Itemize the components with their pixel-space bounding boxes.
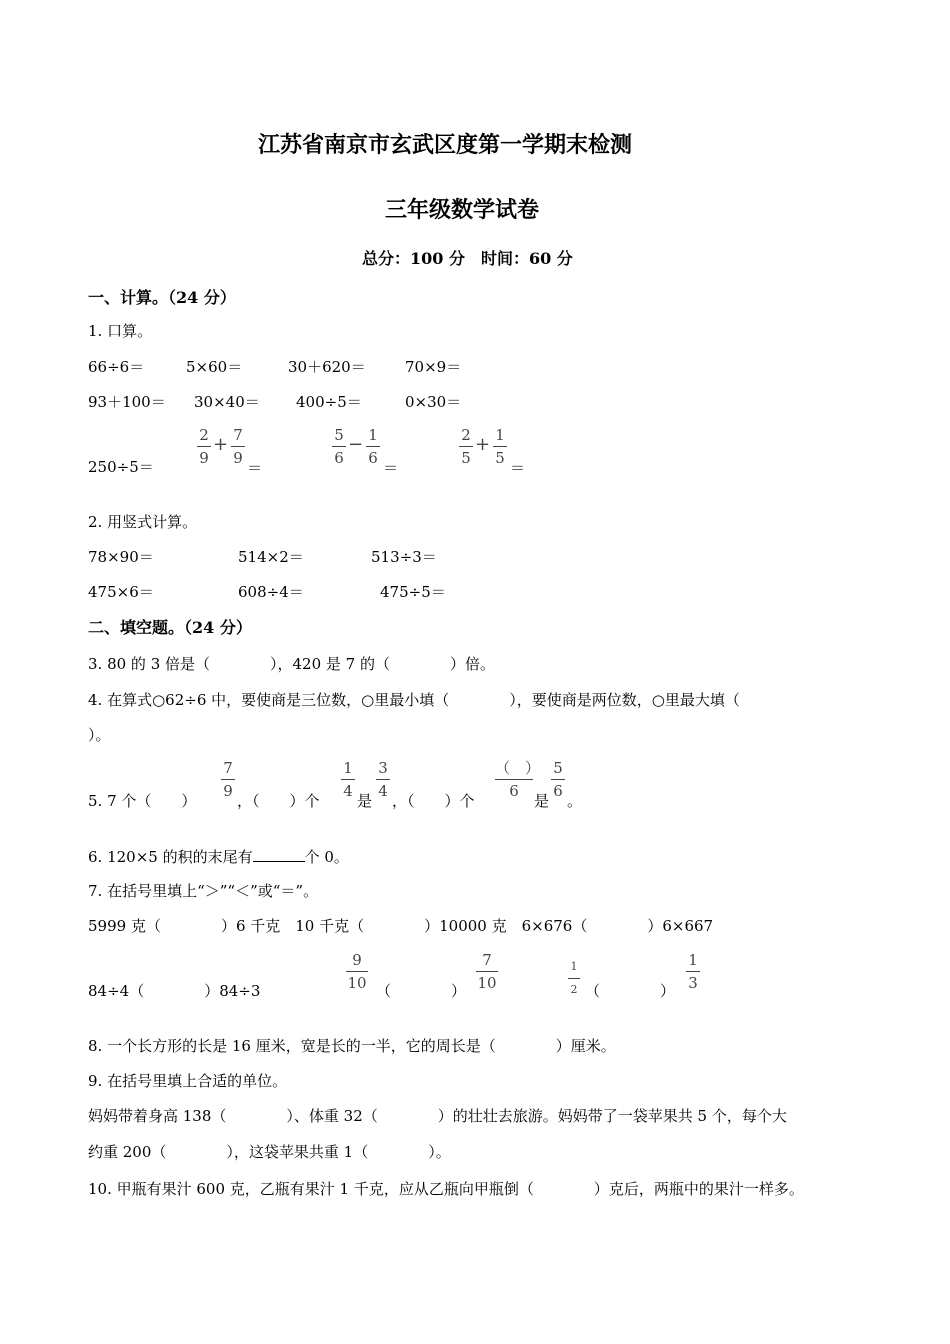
question-9-line1: 妈妈带着身高 138（ ）、体重 32（ ）的壮壮去旅游。妈妈带了一袋苹果共 5 个，每个大 [88,1107,787,1125]
question-1-label: 1. 口算。 [88,322,153,340]
fraction: 3 4 [376,758,390,801]
question-6: 6. 120×5 的积的末尾有 个 0。 [88,848,349,866]
comparison-blank: （ ） [585,982,676,1000]
question-7-row1: 5999 克（ ）6 千克 10 千克（ ）10000 克 6×676（ ）6×667 [88,917,714,935]
vertical-calc-item: 475÷5＝ [380,583,446,601]
oral-calc-item: 5×60＝ [186,358,243,376]
fraction: 7 10 [477,951,497,992]
fraction: 5 6 [332,425,346,468]
oral-calc-item: 400÷5＝ [296,393,362,411]
fraction: 1 6 [366,425,380,468]
equals-sign: ＝ [383,459,399,477]
fraction: 2 9 [197,425,211,468]
question-2-label: 2. 用竖式计算。 [88,513,198,531]
fraction: 1 3 [686,950,700,993]
question-7-label: 7. 在括号里填上“＞”“＜”或“＝”。 [88,882,319,900]
fraction: 1 2 [568,957,580,1000]
fraction: 1 5 [493,425,507,468]
fraction: 1 4 [341,758,355,801]
oral-calc-item: 30＋620＝ [288,358,366,376]
question-5-part: ，（ ）个 [237,792,320,810]
fraction: 7 9 [231,425,245,468]
fraction-operator: + [213,434,229,455]
question-4-line2: ）。 [88,726,111,744]
fraction: （ ） 6 [495,759,541,800]
oral-calc-item: 30×40＝ [194,393,260,411]
fraction: 7 9 [221,758,235,801]
question-5-part: ，（ ）个 [392,792,475,810]
page-title: 江苏省南京市玄武区度第一学期末检测 [258,132,633,158]
fraction-operator: − [348,434,364,455]
exam-meta: 总分：100 分 时间：60 分 [362,249,573,268]
oral-calc-item: 250÷5＝ [88,458,154,476]
oral-calc-item: 93＋100＝ [88,393,166,411]
fraction: 2 5 [459,425,473,468]
fraction: 9 10 [347,951,367,992]
question-5-part: 是 [534,792,550,810]
question-5-part: 。 [567,792,583,810]
question-5-part: 是 [357,792,373,810]
question-4-line1: 4. 在算式○62÷6 中，要使商是三位数，○里最小填（ ），要使商是两位数，○里最大填（ [88,691,740,709]
question-8: 8. 一个长方形的长是 16 厘米，宽是长的一半，它的周长是（ ）厘米。 [88,1037,616,1055]
question-9-line2: 约重 200（ ），这袋苹果共重 1（ ）。 [88,1143,451,1161]
section-heading-fill-in: 二、填空题。（24 分） [88,618,252,637]
question-10: 10. 甲瓶有果汁 600 克，乙瓶有果汁 1 千克，应从乙瓶向甲瓶倒（ ）克后，两瓶中的果汁一样多。 [88,1180,804,1198]
fraction: 5 6 [551,758,565,801]
question-7-row2-left: 84÷4（ ）84÷3 [88,982,261,1000]
page-subtitle: 三年级数学试卷 [385,197,540,223]
question-3: 3. 80 的 3 倍是（ ），420 是 7 的（ ）倍。 [88,655,495,673]
fraction-operator: + [475,434,491,455]
oral-calc-item: 0×30＝ [405,393,462,411]
vertical-calc-item: 513÷3＝ [371,548,437,566]
comparison-blank: （ ） [376,982,467,1000]
section-heading-calculation: 一、计算。（24 分） [88,288,236,307]
equals-sign: ＝ [510,459,526,477]
vertical-calc-item: 514×2＝ [238,548,304,566]
oral-calc-item: 66÷6＝ [88,358,145,376]
vertical-calc-item: 608÷4＝ [238,583,304,601]
question-5-part: 5. 7 个（ ） [88,792,197,810]
answer-blank [253,847,305,862]
oral-calc-item: 70×9＝ [405,358,462,376]
question-9-label: 9. 在括号里填上合适的单位。 [88,1072,288,1090]
equals-sign: ＝ [247,459,263,477]
vertical-calc-item: 475×6＝ [88,583,154,601]
vertical-calc-item: 78×90＝ [88,548,154,566]
